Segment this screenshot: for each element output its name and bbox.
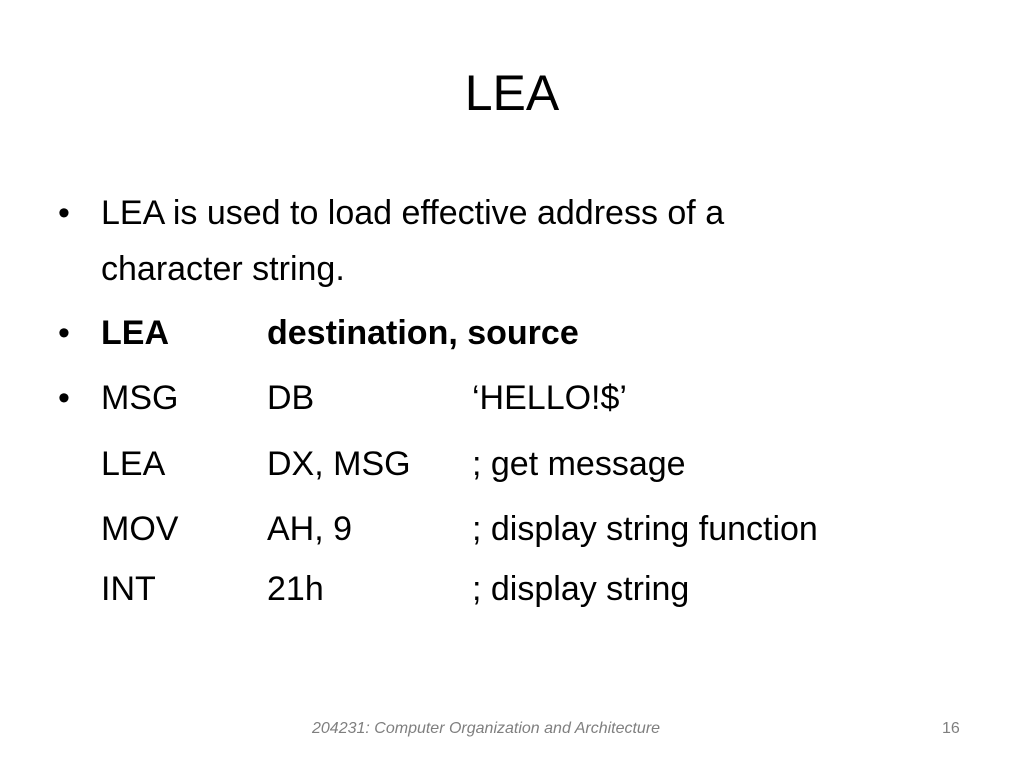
code-line-3-op: INT [101, 570, 156, 608]
bullet-2-operands: destination, source [267, 314, 579, 352]
bullet-marker: • [58, 379, 70, 417]
slide-title: LEA [464, 65, 560, 121]
bullet-3-value: ‘HELLO!$’ [472, 379, 627, 417]
bullet-1-line-1: LEA is used to load effective address of a [101, 194, 725, 232]
code-line-2-comment: ; display string function [472, 510, 818, 548]
bullet-2-instruction: LEA [101, 314, 169, 352]
code-line-2-op: MOV [101, 510, 179, 548]
bullet-1-line-2: character string. [101, 250, 345, 288]
slide-footer: 204231: Computer Organization and Architecture [312, 720, 661, 737]
code-line-2-args: AH, 9 [267, 510, 353, 548]
bullet-marker: • [58, 314, 70, 352]
code-line-1-comment: ; get message [472, 445, 686, 483]
bullet-marker: • [58, 194, 70, 232]
code-line-3-comment: ; display string [472, 570, 690, 608]
page-number: 16 [942, 720, 960, 737]
bullet-3-label: MSG [101, 379, 179, 417]
code-line-3-args: 21h [267, 570, 324, 608]
bullet-3-directive: DB [267, 379, 315, 417]
code-line-1-args: DX, MSG [267, 445, 411, 483]
code-line-1-op: LEA [101, 445, 166, 483]
